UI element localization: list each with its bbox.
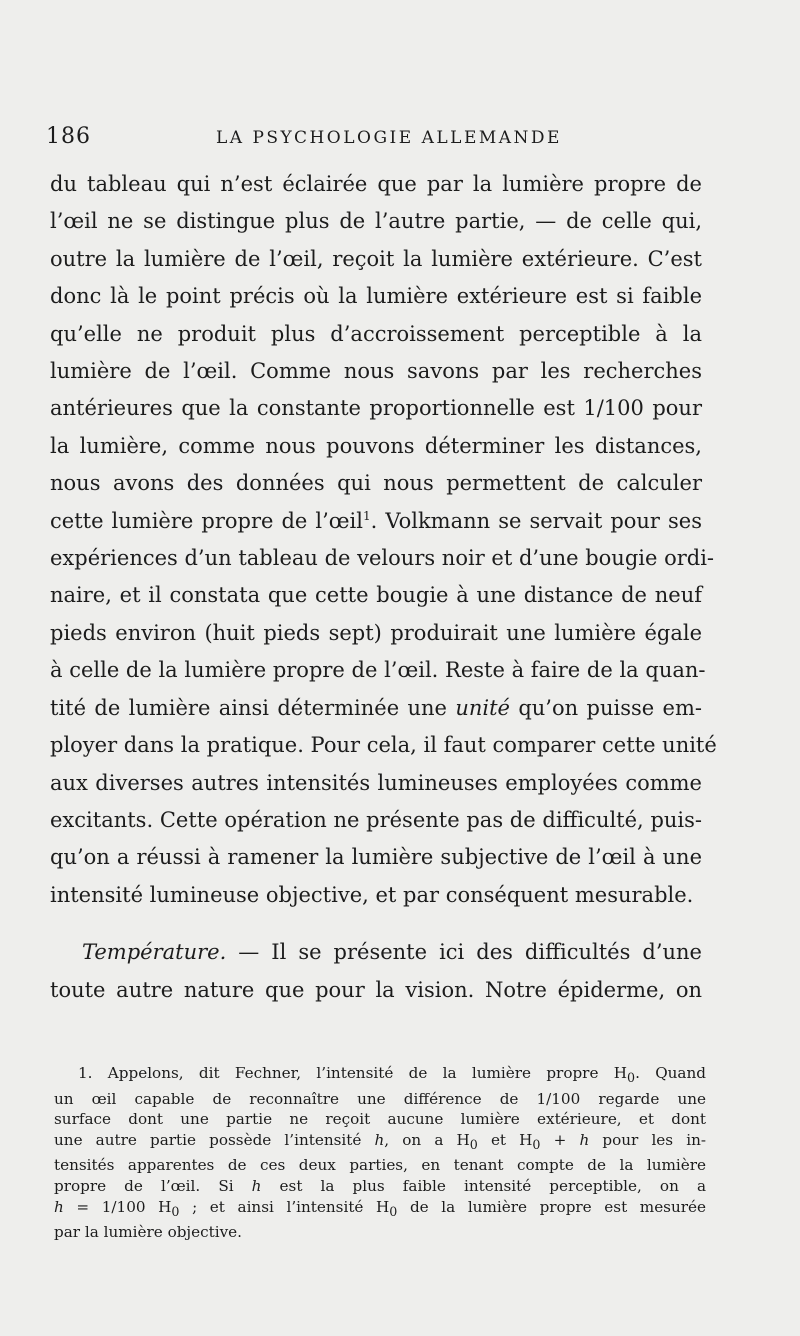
text-fragment: et H	[477, 1130, 533, 1149]
text-fragment: pour les in-	[589, 1130, 706, 1149]
text-fragment: propre de l’œil. Si	[54, 1177, 234, 1196]
italic-var: h	[54, 1197, 64, 1216]
footnote-line	[54, 1063, 706, 1089]
text-fragment: = 1/100 H	[63, 1197, 172, 1216]
text-fragment: +	[540, 1130, 580, 1149]
text-fragment: 1. Appelons, dit Fechner, l’intensité de la lumière propre H	[78, 1064, 627, 1082]
text-line: donc là le point précis où la lumière extérieure est si faible	[50, 284, 702, 309]
footnote-line: tensités apparentes de ces deux parties, en tenant compte de la lumière	[54, 1156, 706, 1175]
italic-var: h	[374, 1130, 385, 1149]
text-line: excitants. Cette opération ne présente pas de difficulté, puis-	[50, 807, 702, 832]
text-fragment: de la lumière propre est mesurée	[397, 1197, 706, 1216]
text-line: la lumière, comme nous pouvons déterminer les distances,	[50, 433, 702, 458]
italic-var: h	[251, 1177, 262, 1196]
text-fragment: tité de lumière ainsi déterminée une	[50, 695, 447, 720]
text-line: qu’on a réussi à ramener la lumière subjective de l’œil à une	[50, 845, 702, 870]
text-line: l’œil ne se distingue plus de l’autre partie, — de celle qui,	[50, 209, 702, 234]
text-fragment: , on a H	[384, 1130, 470, 1149]
text-line: aux diverses autres intensités lumineuses employées comme	[50, 770, 702, 795]
body-text	[50, 166, 717, 1009]
text-line: à celle de la lumière propre de l’œil. Reste à faire de la quan-	[50, 658, 706, 683]
footnote-line: par la lumière objective.	[54, 1223, 242, 1242]
text-line: naire, et il constata que cette bougie à une distance de neuf	[50, 583, 702, 608]
text-fragment: — Il se présente ici des difficultés d’une	[226, 940, 702, 965]
text-line: outre la lumière de l’œil, reçoit la lumière extérieure. C’est	[50, 246, 702, 271]
text-fragment: . Quand	[635, 1064, 706, 1082]
text-fragment: est la plus faible intensité perceptible, on a	[261, 1177, 707, 1196]
text-line: nous avons des données qui nous permettent de calculer	[50, 471, 702, 496]
italic-word: unité	[455, 695, 510, 720]
subscript: 0	[171, 1203, 180, 1219]
footnote	[54, 1063, 706, 1243]
italic-var: h	[579, 1130, 590, 1149]
footnote-line	[54, 1197, 706, 1223]
text-line: du tableau qui n’est éclairée que par la lumière propre de	[50, 172, 702, 196]
paragraph-2	[50, 934, 702, 1009]
text-line-with-italic	[50, 934, 702, 971]
text-fragment: . Volkmann se servait pour ses	[370, 508, 703, 533]
text-line: qu’elle ne produit plus d’accroissement perceptible à la	[50, 321, 702, 346]
page-header	[46, 124, 716, 158]
text-line: expériences d’un tableau de velours noir et d’une bougie ordi-	[50, 546, 715, 571]
footnote-marker: 1	[362, 508, 371, 523]
paragraph-1	[50, 166, 717, 914]
subscript: 0	[627, 1070, 636, 1086]
text-fragment: qu’on puisse em-	[509, 695, 702, 720]
text-line: toute autre nature que pour la vision. Notre épiderme, on	[50, 977, 702, 1002]
subscript: 0	[532, 1136, 541, 1152]
text-line-with-italic	[50, 690, 702, 727]
text-fragment: ; et ainsi l’intensité H	[179, 1197, 390, 1216]
footnote-line: un œil capable de reconnaître une différence de 1/100 regarde une	[54, 1089, 706, 1108]
text-line: ployer dans la pratique. Pour cela, il faut comparer cette unité	[50, 733, 717, 758]
subscript: 0	[389, 1203, 398, 1219]
text-line: antérieures que la constante proportionnelle est 1/100 pour	[50, 396, 702, 421]
subscript: 0	[469, 1136, 478, 1152]
section-lead: Température.	[82, 940, 227, 965]
text-fragment: une autre partie possède l’intensité	[54, 1130, 362, 1149]
text-line-with-footnote	[50, 503, 702, 540]
footnote-line	[54, 1130, 706, 1156]
text-line: lumière de l’œil. Comme nous savons par les recherches	[50, 359, 702, 384]
footnote-line: surface dont une partie ne reçoit aucune lumière extérieure, et dont	[54, 1110, 706, 1129]
text-fragment: cette lumière propre de l’œil	[50, 508, 363, 533]
footnote-line	[54, 1176, 706, 1197]
text-line: intensité lumineuse objective, et par conséquent mesurable.	[50, 882, 694, 907]
text-line: pieds environ (huit pieds sept) produirait une lumière égale	[50, 620, 702, 645]
page-number: 186	[46, 124, 91, 149]
running-head: LA PSYCHOLOGIE ALLEMANDE	[216, 128, 562, 148]
